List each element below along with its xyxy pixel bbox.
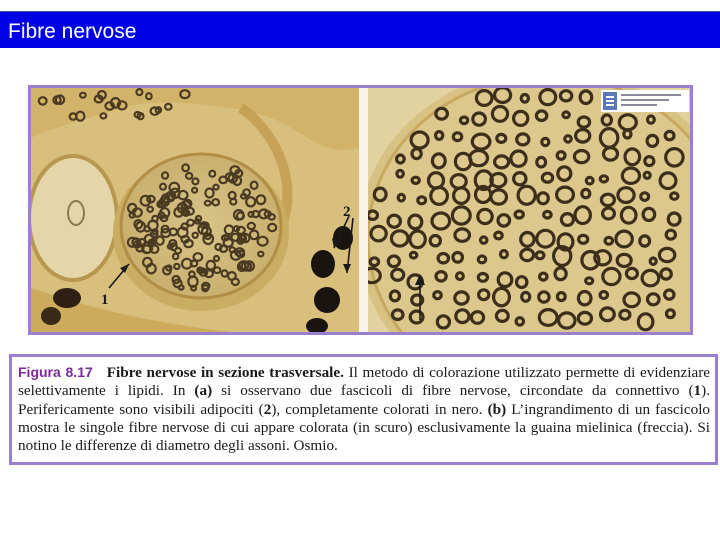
panel-divider (359, 88, 368, 332)
micrograph-panel-b (368, 88, 690, 332)
caption-ref-a: (a) (194, 382, 213, 400)
figure-caption (9, 354, 718, 465)
figure-frame (28, 85, 693, 335)
label-connective-1: 1 (101, 292, 109, 308)
label-adipocyte-2: 2 (343, 204, 351, 220)
caption-ref-1: 1 (693, 382, 702, 400)
caption-text-4: ), completamente colorati in nero. (271, 400, 488, 418)
publisher-badge (601, 90, 689, 112)
slide-title: Fibre nervose (8, 20, 137, 43)
caption-text-3: ). Perifericamente sono visibili adipociti ( (18, 382, 710, 418)
micrograph-panel-a (31, 88, 359, 332)
caption-text-5: L’ingrandimento di un fascicolo mostra le singole fibre nervose di cui appare colorata (in scuro) esclusivamente la guaina mielinica (freccia). Si notino le differenze di diametro degli assoni. Osmio. (18, 400, 711, 455)
caption-text-2: si osservano due fascicoli di fibre nervose, circondate da connettivo ( (212, 382, 694, 400)
caption-figure-label: Figura 8.17 (18, 364, 93, 380)
caption-title: Fibre nervose in sezione trasversale. (106, 364, 344, 381)
caption-text-1: Il metodo di colorazione utilizzato permette di evidenziare selettivamente i lipidi. In (18, 364, 710, 400)
slide-title-bar (0, 11, 720, 48)
publisher-logo-icon (603, 92, 617, 110)
caption-ref-b: (b) (487, 400, 507, 418)
caption-ref-2: 2 (263, 400, 272, 418)
